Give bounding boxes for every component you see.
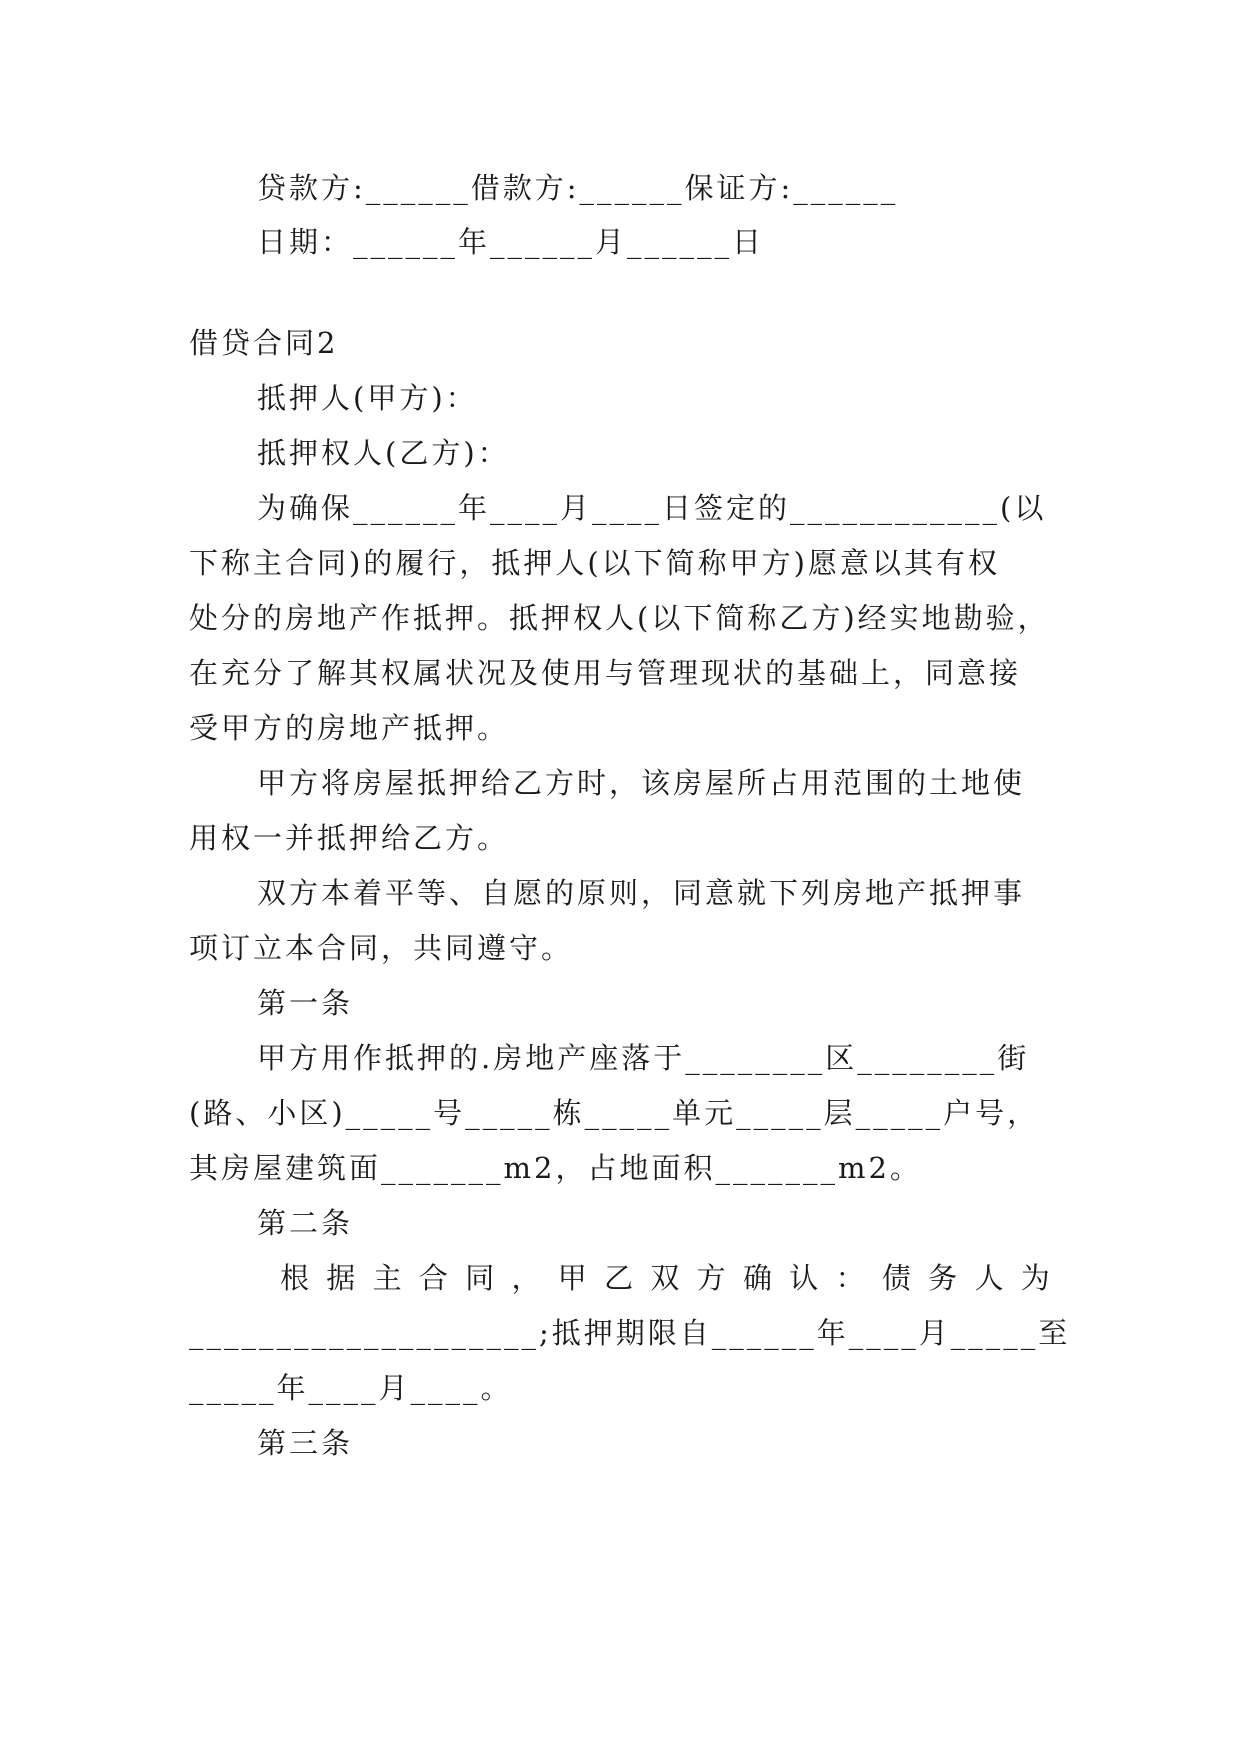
paragraph-line: 为确保______年____月____日签定的____________(以: [257, 491, 1047, 525]
justified-char: ：: [835, 1261, 865, 1295]
article-heading: 第一条: [257, 986, 354, 1020]
justified-char: 债: [881, 1261, 911, 1295]
justified-char: 认: [789, 1261, 819, 1295]
paragraph-line: 项订立本合同，共同遵守。: [189, 931, 574, 965]
justified-char: 务: [928, 1261, 958, 1295]
paragraph-line: 处分的房地产作抵押。抵押权人(以下简称乙方)经实地勘验，: [189, 601, 1050, 635]
article-heading: 第二条: [257, 1206, 354, 1240]
justified-char: 同: [465, 1261, 495, 1295]
paragraph-line: 下称主合同)的履行，抵押人(以下简称甲方)愿意以其有权: [189, 546, 1000, 580]
contract-title: 借贷合同2: [189, 326, 339, 360]
paragraph-line: 在充分了解其权属状况及使用与管理现状的基础上，同意接: [189, 656, 1022, 690]
date-line: 日期：______年______月______日: [257, 225, 765, 259]
paragraph-line: (路、小区)_____号_____栋_____单元_____层_____户号，: [189, 1096, 1040, 1130]
paragraph-line: _____年____月____。: [189, 1371, 513, 1405]
justified-char: 方: [696, 1261, 726, 1295]
justified-paragraph-line: [280, 1258, 1050, 1298]
paragraph-line: 双方本着平等、自愿的原则，同意就下列房地产抵押事: [257, 876, 1026, 910]
justified-char: 合: [418, 1261, 448, 1295]
justified-char: 乙: [604, 1261, 634, 1295]
paragraph-line: 其房屋建筑面_______m2，占地面积_______m2。: [189, 1151, 922, 1185]
justified-char: 主: [372, 1261, 402, 1295]
justified-char: 甲: [557, 1261, 587, 1295]
justified-char: 根: [280, 1261, 310, 1295]
justified-char: 据: [326, 1261, 356, 1295]
paragraph-line: 受甲方的房地产抵押。: [189, 711, 510, 745]
mortgagor-line: 抵押人(甲方)：: [257, 381, 478, 415]
paragraph-line: ____________________;抵押期限自______年____月_____至: [189, 1316, 1071, 1350]
signature-line: 贷款方:______借款方:______保证方:______: [257, 171, 899, 205]
justified-char: ，: [511, 1261, 541, 1295]
paragraph-line: 甲方将房屋抵押给乙方时，该房屋所占用范围的土地使: [257, 766, 1026, 800]
justified-char: 确: [742, 1261, 772, 1295]
justified-char: 为: [1020, 1261, 1050, 1295]
paragraph-line: 甲方用作抵押的.房地产座落于________区________街: [257, 1041, 1030, 1075]
article-heading: 第三条: [257, 1426, 354, 1460]
justified-char: 人: [974, 1261, 1004, 1295]
mortgagee-line: 抵押权人(乙方)：: [257, 436, 510, 470]
paragraph-line: 用权一并抵押给乙方。: [189, 821, 510, 855]
justified-char: 双: [650, 1261, 680, 1295]
